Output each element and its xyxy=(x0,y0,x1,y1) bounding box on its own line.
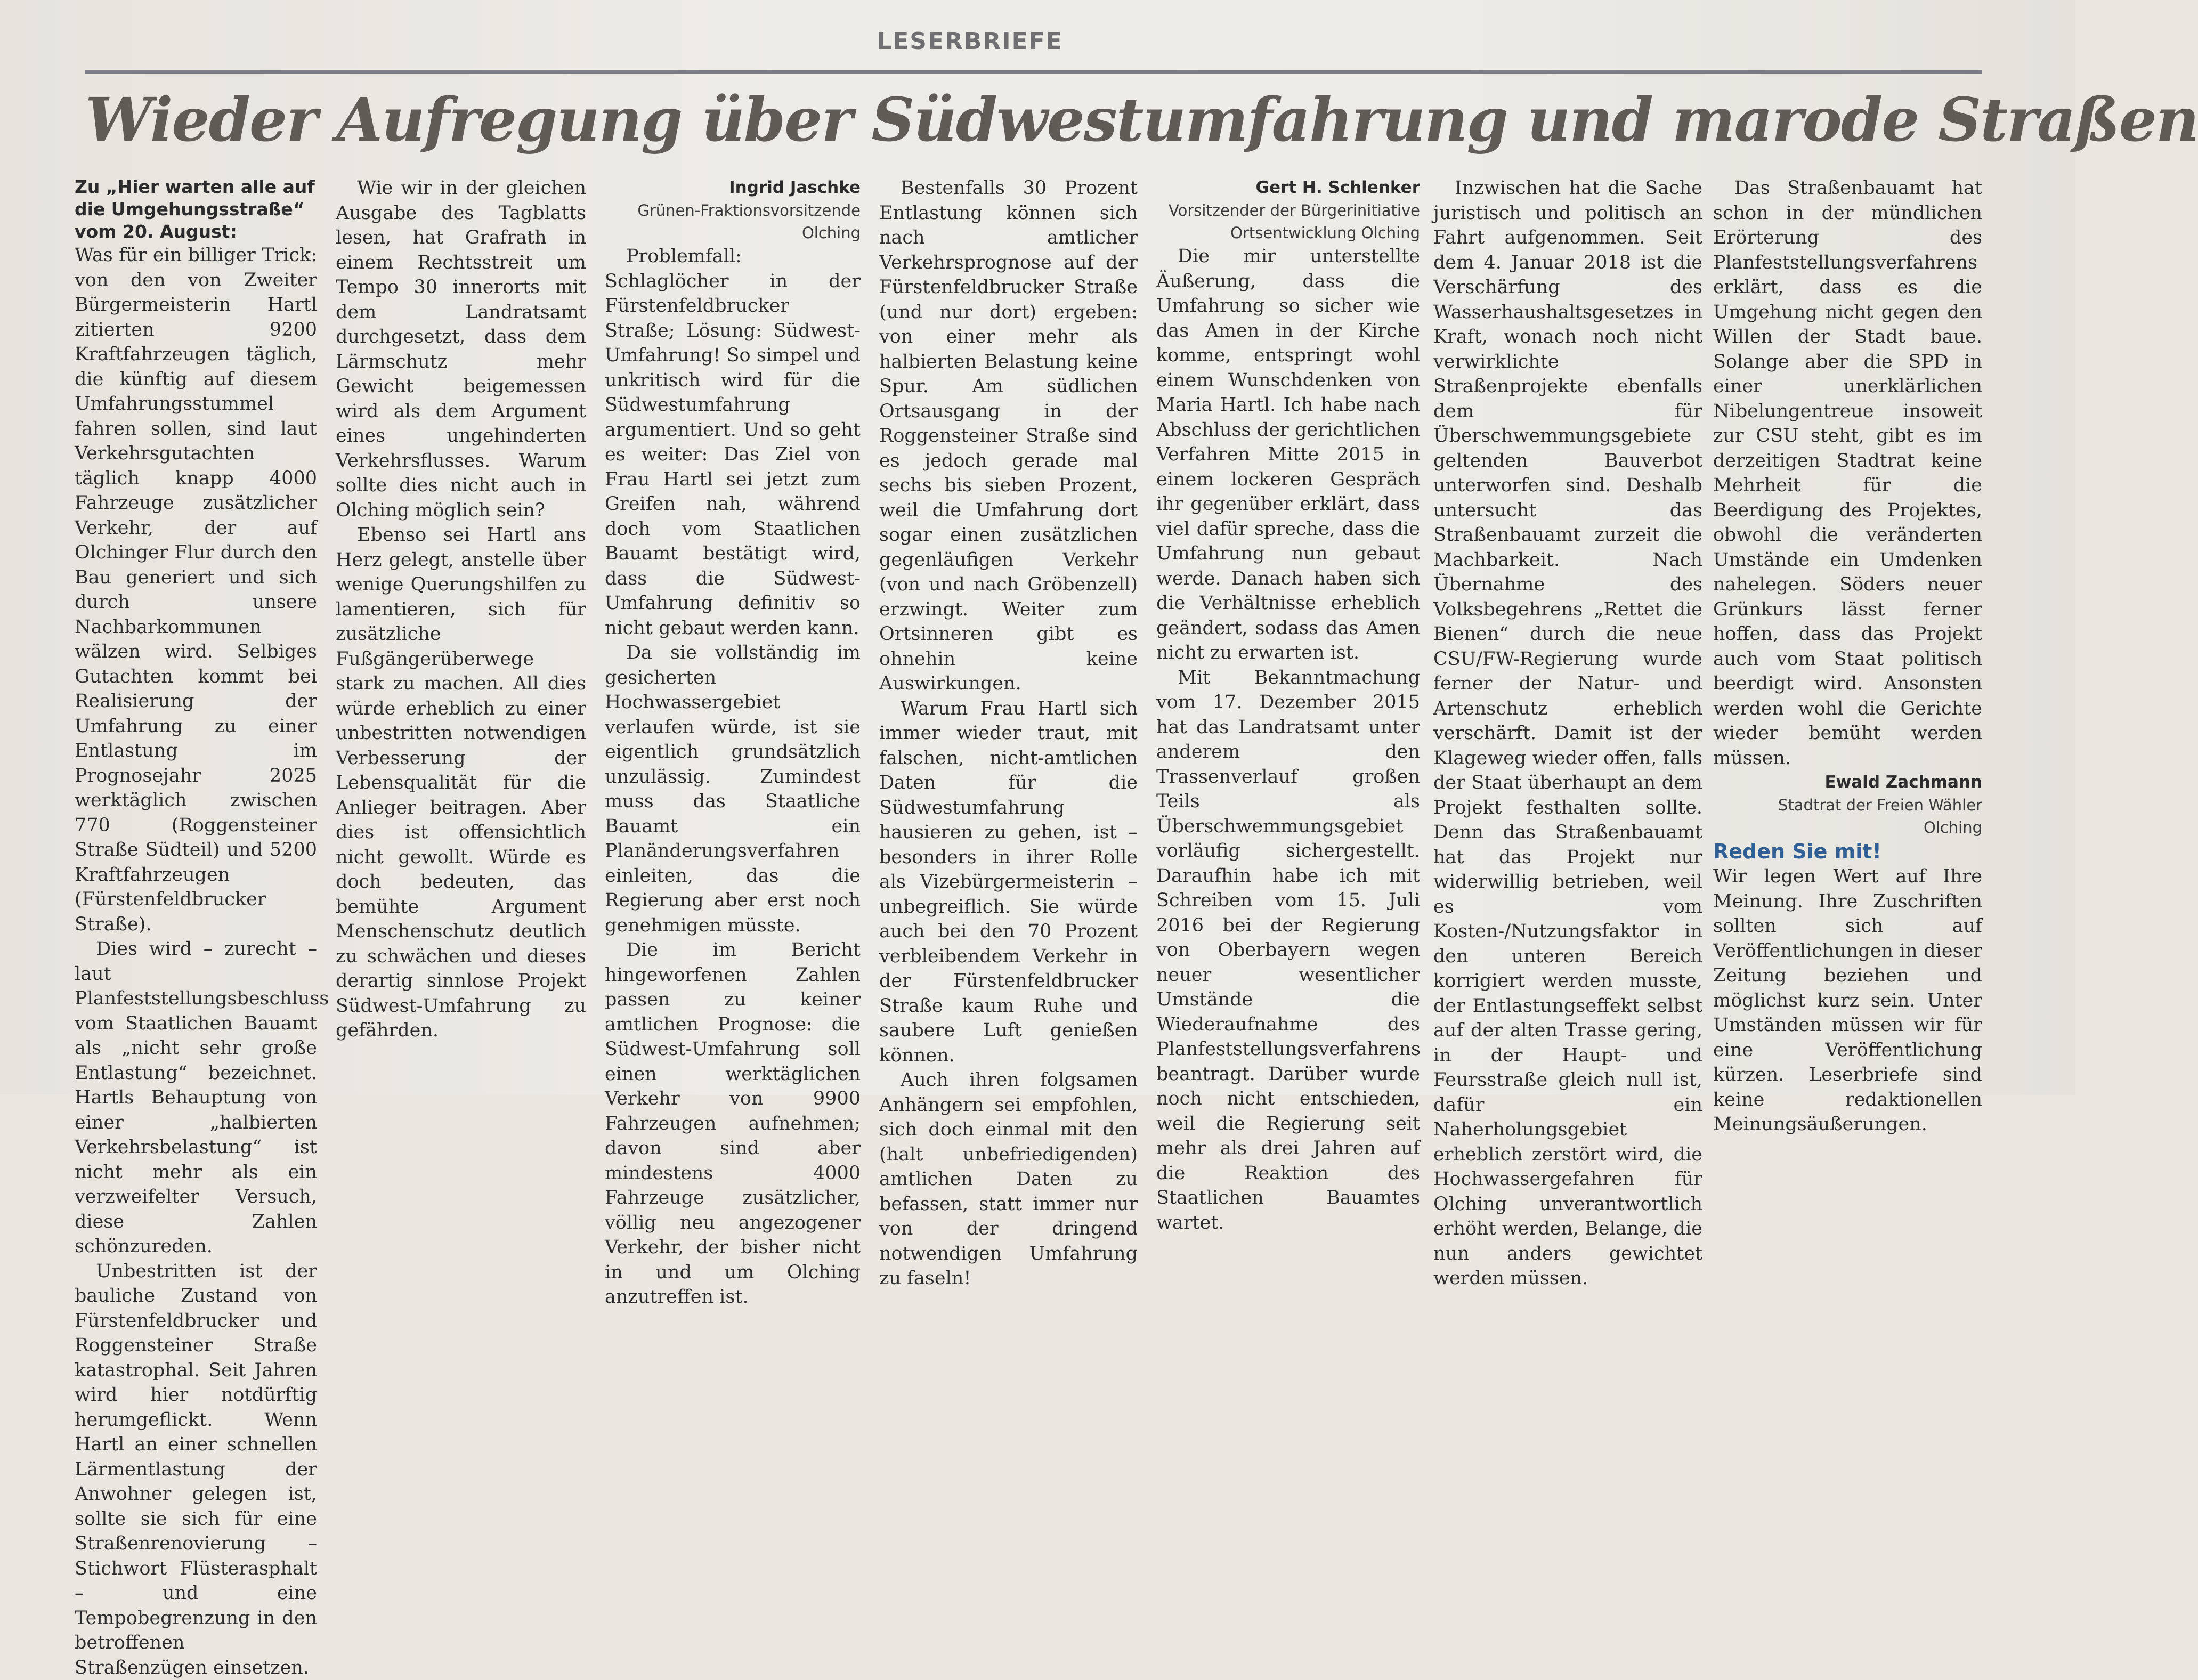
column-3 xyxy=(605,176,861,1060)
letter3-paragraph: Mit Bekanntmachung vom 17. Dezember 2015 hat das Landratsamt unter anderem den Trassenverlauf großen Teils als Überschwemmungsgebiet vorläufig sichergestellt. Daraufhin habe ich mit Schreiben vom 15. Juli 2016 bei der Regierung von Oberbayern wegen neuer wesentlicher Umstände die Wiederaufnahme des Planfeststellungsverfahrens beantragt. Darüber wurde noch nicht entschieden, weil die Regierung seit mehr als drei Jahren auf die Reaktion des Staatlichen Bauamtes wartet. xyxy=(1156,665,1420,1236)
letter1-author-role: Grünen-Fraktionsvorsitzende xyxy=(605,199,861,222)
letter2-author: Gert H. Schlenker xyxy=(1156,176,1420,199)
letter1-paragraph: Wie wir in der gleichen Ausgabe des Tagblatts lesen, hat Grafrath in einem Rechtsstreit um Tempo 30 innerorts mit dem Landratsamt durchgesetzt, dass dem Lärmschutz mehr Gewicht beigemessen wird als dem Argument eines ungehinderten Verkehrsflusses. Warum sollte dies nicht auch in Olching möglich sein? xyxy=(336,176,586,523)
letter2-paragraph: Bestenfalls 30 Prozent Entlastung können sich nach amtlicher Verkehrsprognose auf der Fürstenfeldbrucker Straße (und nur dort) ergeben: von einer mehr als halbierten Belastung keine Spur. Am südlichen Ortsausgang in der Roggensteiner Straße sind es jedoch gerade mal sechs bis sieben Prozent, weil die Umfahrung dort sogar einen zusätzlichen gegenläufigen Verkehr (von und nach Gröbenzell) erzwingt. Weiter zum Ortsinneren gibt es ohnehin keine Auswirkungen. xyxy=(879,176,1138,696)
letter2-paragraph: Warum Frau Hartl sich immer wieder traut, mit falschen, nicht-amtlichen Daten für die Südwestumfahrung hausieren zu gehen, ist – besonders in ihrer Rolle als Vizebürgermeisterin – unbegreiflich. Sie würde auch bei den 70 Prozent verbleibendem Verkehr in der Fürstenfeldbrucker Straße kaum Ruhe und saubere Luft genießen können. xyxy=(879,696,1138,1068)
letter2-author-role: Vorsitzender der Bürgerinitiative xyxy=(1156,199,1420,222)
info-box-title: Reden Sie mit! xyxy=(1713,839,1982,864)
letter2-paragraph: Problemfall: Schlaglöcher in der Fürstenfeldbrucker Straße; Lösung: Südwest-Umfahrung! So simpel und unkritisch wird für die Südwestumfahrung argumentiert. Und so geht es weiter: Das Ziel von Frau Hartl sei jetzt zum Greifen nah, während doch vom Staatlichen Bauamt bestätigt wird, dass die Südwest-Umfahrung definitiv so nicht gebaut werden kann. xyxy=(605,244,861,640)
column-2 xyxy=(336,176,586,1060)
letter1-lead: Zu „Hier warten alle auf die Umgehungsstraße“ vom 20. August: xyxy=(75,176,317,243)
letter3-author-place: Olching xyxy=(1713,816,1982,839)
letter2-paragraph: Auch ihren folgsamen Anhängern sei empfohlen, sich doch einmal mit den (halt unbefriedigenden) amtlichen Daten zu befassen, statt immer nur von der dringend notwendigen Umfahrung zu faseln! xyxy=(879,1068,1138,1291)
letter3-author-role: Stadtrat der Freien Wähler xyxy=(1713,794,1982,816)
column-4 xyxy=(879,176,1138,1060)
section-label: LESERBRIEFE xyxy=(778,28,1162,55)
letter3-paragraph: Die mir unterstellte Äußerung, dass die Umfahrung so sicher wie das Amen in der Kirche komme, entspringt wohl einem Wunschdenken von Maria Hartl. Ich habe nach Abschluss der gerichtlichen Verfahren Mitte 2015 in einem lockeren Gespräch ihr gegenüber erklärt, dass viel dafür spreche, dass die Umfahrung nun gebaut werde. Danach haben sich die Verhältnisse erheblich geändert, sodass das Amen nicht zu erwarten ist. xyxy=(1156,244,1420,665)
letter2-author-place: Ortsentwicklung Olching xyxy=(1156,222,1420,244)
column-6 xyxy=(1433,176,1702,1060)
letter2-paragraph: Die im Bericht hingeworfenen Zahlen passen zu keiner amtlichen Prognose: die Südwest-Umfahrung soll einen werktäglichen Verkehr von 9900 Fahrzeugen aufnehmen; davon sind aber mindestens 4000 Fahrzeuge zusätzlicher, völlig neu angezogener Verkehr, der bisher nicht in und um Olching anzutreffen ist. xyxy=(605,938,861,1310)
letter1-paragraph: Dies wird – zurecht – laut Planfeststellungsbeschluss vom Staatlichen Bauamt als „nicht sehr große Entlastung“ bezeichnet. Hartls Behauptung von einer „halbierten Verkehrsbelastung“ ist nicht mehr als ein verzweifelter Versuch, diese Zahlen schönzureden. xyxy=(75,937,317,1259)
letter3-paragraph: Inzwischen hat die Sache juristisch und politisch an Fahrt aufgenommen. Seit dem 4. Januar 2018 ist die Verschärfung des Wasserhaushaltsgesetzes in Kraft, wonach noch nicht verwirklichte Straßenprojekte ebenfalls dem für Überschwemmungsgebiete geltenden Bauverbot unterworfen sind. Deshalb untersucht das Straßenbauamt zurzeit die Machbarkeit. Nach Übernahme des Volksbegehrens „Rettet die Bienen“ durch die neue CSU/FW-Regierung wurde ferner der Natur- und Artenschutz erheblich verschärft. Damit ist der Klageweg wieder offen, falls der Staat überhaupt an dem Projekt festhalten sollte. Denn das Straßenbauamt hat das Projekt nur widerwillig betrieben, weil es vom Kosten-/Nutzungsfaktor in den unteren Bereich korrigiert werden musste, der Entlastungseffekt selbst auf der alten Trasse gering, in der Haupt- und Feursstraße gleich null ist, dafür ein Naherholungsgebiet erheblich zerstört wird, die Hochwassergefahren für Olching unverantwortlich erhöht werden, Belange, die nun anders gewichtet werden müssen. xyxy=(1433,176,1702,1291)
letter1-author-place: Olching xyxy=(605,222,861,244)
info-box-text: Wir legen Wert auf Ihre Meinung. Ihre Zuschriften sollten sich auf Veröffentlichungen in dieser Zeitung beziehen und möglichst kurz sein. Unter Umständen müssen wir für eine Veröffentlichung kürzen. Leserbriefe sind keine redaktionellen Meinungsäußerungen. xyxy=(1713,864,1982,1137)
letter3-paragraph: Das Straßenbauamt hat schon in der mündlichen Erörterung des Planfeststellungsverfahrens erklärt, dass es die Umgehung nicht gegen den Willen der Stadt baue. Solange aber die SPD in einer unerklärlichen Nibelungentreue insoweit zur CSU steht, gibt es im derzeitigen Stadtrat keine Mehrheit für die Beerdigung des Projektes, obwohl die veränderten Umstände ein Umdenken nahelegen. Söders neuer Grünkurs lässt ferner hoffen, dass das Projekt auch vom Staat politisch beerdigt wird. Ansonsten werden wohl die Gerichte wieder bemüht werden müssen. xyxy=(1713,176,1982,770)
column-1 xyxy=(75,176,317,1060)
column-5 xyxy=(1156,176,1420,1060)
column-7 xyxy=(1713,176,1982,1060)
page-headline: Wieder Aufregung über Südwestumfahrung und marode Straßen xyxy=(85,85,1982,155)
letter1-paragraph: Was für ein billiger Trick: von den von Zweiter Bürgermeisterin Hartl zitierten 9200 Kraftfahrzeugen täglich, die künftig auf diesem Umfahrungsstummel fahren sollen, sind laut Verkehrsgutachten täglich knapp 4000 Fahrzeuge zusätzlicher Verkehr, der auf Olchinger Flur durch den Bau generiert und sich durch unsere Nachbarkommunen wälzen wird. Selbiges Gutachten kommt bei Realisierung der Umfahrung zu einer Entlastung im Prognosejahr 2025 werktäglich zwischen 770 (Roggensteiner Straße Südteil) und 5200 Kraftfahrzeugen (Fürstenfeldbrucker Straße). xyxy=(75,243,317,937)
letter1-author: Ingrid Jaschke xyxy=(605,176,861,199)
letter1-paragraph: Unbestritten ist der bauliche Zustand von Fürstenfeldbrucker und Roggensteiner Straße katastrophal. Seit Jahren wird hier notdürftig herumgeflickt. Wenn Hartl an einer schnellen Lärmentlastung der Anwohner gelegen ist, sollte sie sich für eine Straßenrenovierung – Stichwort Flüsterasphalt – und eine Tempobegrenzung in den betroffenen Straßenzügen einsetzen. xyxy=(75,1259,317,1680)
section-rule xyxy=(85,70,1982,74)
letter1-paragraph: Ebenso sei Hartl ans Herz gelegt, anstelle über wenige Querungshilfen zu lamentieren, sich für zusätzliche Fußgängerüberwege stark zu machen. All dies würde erheblich zu einer unbestritten notwendigen Verbesserung der Lebensqualität für die Anlieger beitragen. Aber dies ist offensichtlich nicht gewollt. Würde es doch bedeuten, das bemühte Argument Menschenschutz deutlich zu schwächen und dieses derartig sinnlose Projekt Südwest-Umfahrung zu gefährden. xyxy=(336,523,586,1043)
letter3-author: Ewald Zachmann xyxy=(1713,770,1982,794)
letter2-paragraph: Da sie vollständig im gesicherten Hochwassergebiet verlaufen würde, ist sie eigentlich grundsätzlich unzulässig. Zumindest muss das Staatliche Bauamt ein Planänderungsverfahren einleiten, das die Regierung aber erst noch genehmigen müsste. xyxy=(605,640,861,938)
